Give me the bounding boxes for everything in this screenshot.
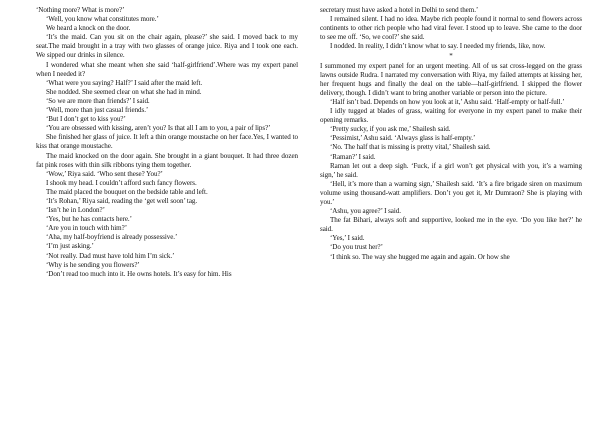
paragraph: ‘Raman?’ I said.	[330, 152, 376, 161]
paragraph: secretary must have asked a hotel in Delhi to send them.’	[320, 6, 479, 14]
paragraph: Raman let out a deep sigh. ‘Fuck, if a girl won’t get physical with you, it’s a warning sign,’ he said.	[320, 161, 582, 179]
paragraph: ‘Pessimist,’ Ashu said. ‘Always glass is half-empty.’	[330, 134, 476, 143]
paragraph: ‘Are you in touch with him?’	[46, 224, 127, 233]
paragraph: ‘Pretty sucky, if you ask me,’ Shailesh said.	[330, 125, 451, 134]
paragraph: ‘Hell, it’s more than a warning sign,’ Shailesh said. ‘It’s a fire brigade siren on maximum volume using thousand-watt amplifiers. Don’t you get it, Mr Dumraon? She is playing with you.’	[320, 179, 582, 206]
paragraph: I wondered what she meant when she said ‘half-girlfriend’.Where was my expert panel when I needed it?	[36, 60, 298, 78]
paragraph: The fat Bihari, always soft and supportive, looked me in the eye. ‘Do you like her?’ he said.	[320, 216, 582, 234]
paragraph: I remained silent. I had no idea. Maybe rich people found it normal to send flowers across continents to other rich people who had viral fever. I stood up to leave. She came to the door to see me off. ‘So, we cool?’ she said.	[320, 15, 582, 42]
paragraph: ‘Don’t read too much into it. He owns hotels. It’s easy for him. His	[46, 269, 232, 278]
paragraph: ‘It’s the maid. Can you sit on the chair again, please?’ she said. I moved back to my seat.The maid brought in a tray with two glasses of orange juice. Riya and I took one each. We sipped our drinks in silence.	[36, 33, 298, 60]
paragraph: I idly tugged at blades of grass, waiting for everyone in my expert panel to make their opening remarks.	[320, 107, 582, 125]
paragraph: The maid knocked on the door again. She brought in a giant bouquet. It had three dozen fat pink roses with thin silk ribbons tying them together.	[36, 151, 298, 169]
paragraph: ‘Why is he sending you flowers?’	[46, 260, 140, 269]
section-separator: *	[449, 52, 453, 61]
paragraph: ‘I think so. The way she hugged me again and again. Or how she	[330, 252, 510, 261]
paragraph: I shook my head. I couldn’t afford such fancy flowers.	[46, 178, 197, 187]
paragraph: She nodded. She seemed clear on what she had in mind.	[46, 87, 202, 96]
paragraph: ‘Yes, but he has contacts here.’	[46, 215, 132, 224]
paragraph: ‘Half isn’t bad. Depends on how you look at it,’ Ashu said. ‘Half-empty or half-full.’	[330, 97, 565, 106]
paragraph: ‘I’m just asking.’	[46, 242, 94, 251]
paragraph: The maid placed the bouquet on the bedside table and left.	[46, 187, 208, 196]
paragraph: ‘What were you saying? Half?’ I said after the maid left.	[46, 78, 203, 87]
paragraph: ‘Isn’t he in London?’	[46, 206, 105, 215]
paragraph: ‘Aha, my half-boyfriend is already possessive.’	[46, 233, 178, 242]
paragraph: ‘Wow,’ Riya said. ‘Who sent these? You?’	[46, 169, 163, 178]
paragraph: ‘It’s Rohan,’ Riya said, reading the ‘get well soon’ tag.	[46, 196, 198, 205]
paragraph: ‘Ashu, you agree?’ I said.	[330, 207, 401, 216]
right-page	[320, 6, 582, 420]
paragraph: I nodded. In reality, I didn’t know what to say. I needed my friends, like, now.	[330, 42, 546, 51]
paragraph: We heard a knock on the door.	[46, 24, 131, 33]
paragraph: ‘You are obsessed with kissing, aren’t you? Is that all I am to you, a pair of lips?’	[46, 124, 271, 133]
paragraph: ‘Well, you know what constitutes more.’	[46, 15, 159, 24]
paragraph: ‘Yes,’ I said.	[330, 234, 365, 243]
paragraph: ‘But I don’t get to kiss you?’	[46, 115, 126, 124]
paragraph: ‘Nothing more? What is more?’	[36, 6, 125, 14]
paragraph: ‘Do you trust her?’	[330, 243, 383, 252]
paragraph: ‘So we are more than friends?’ I said.	[46, 96, 150, 105]
paragraph: ‘Well, more than just casual friends.’	[46, 106, 149, 115]
paragraph: ‘Not really. Dad must have told him I’m sick.’	[46, 251, 175, 260]
paragraph: ‘No. The half that is missing is pretty vital,’ Shailesh said.	[330, 143, 491, 152]
paragraph: She finished her glass of juice. It left a thin orange moustache on her face.Yes, I wanted to kiss that orange moustache.	[36, 133, 298, 151]
left-page	[36, 6, 298, 420]
paragraph: I summoned my expert panel for an urgent meeting. All of us sat cross-legged on the grass lawns outside Rudra. I narrated my conversation with Riya, my failed attempts at kissing her, her frequent hugs and finally the deal on the table—half-girlfriend. I skipped the flower delivery, though. I didn’t want to bring another variable or person into the picture.	[320, 61, 582, 97]
